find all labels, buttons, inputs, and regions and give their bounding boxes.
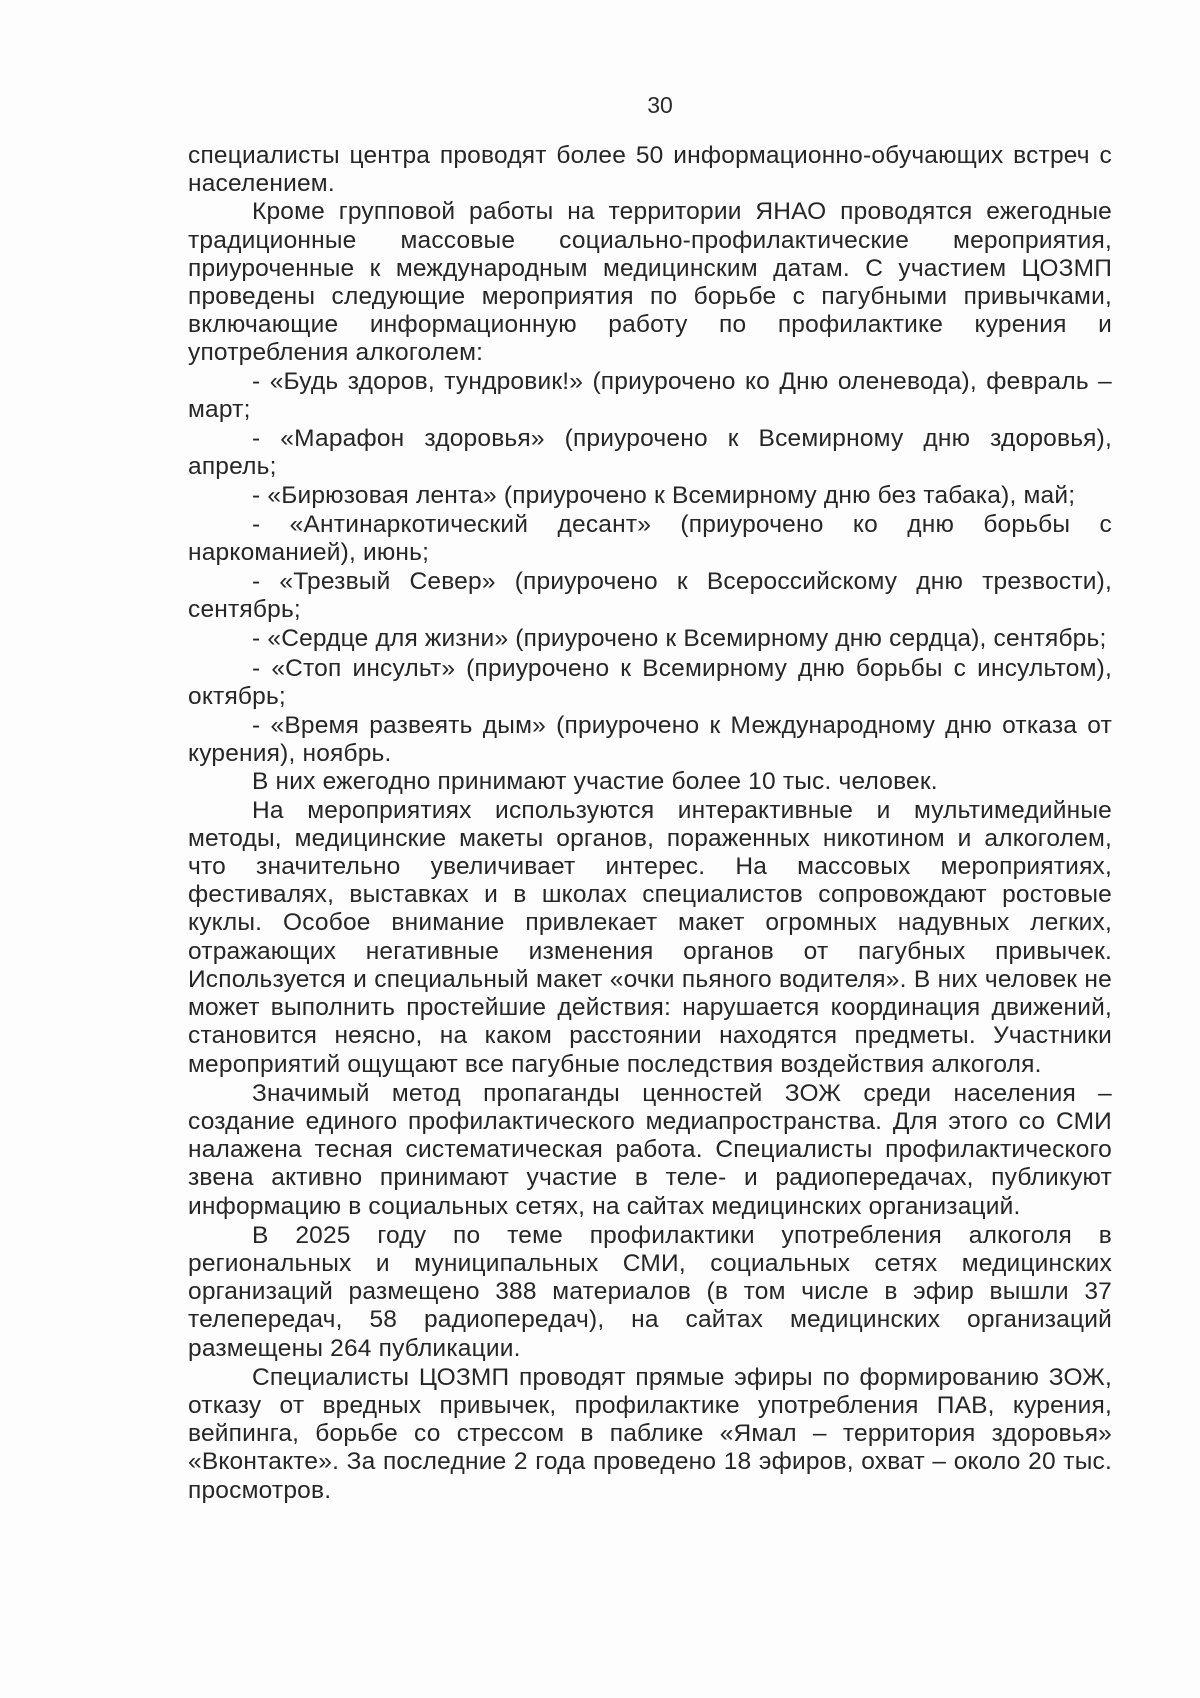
list-item-event: - «Стоп инсульт» (приурочено к Всемирному дню борьбы с инсультом), октябрь; xyxy=(188,654,1112,710)
paragraph-mass-events: Кроме групповой работы на территории ЯНАО проводятся ежегодные традиционные массовые социально-профилактические мероприятия, приуроченные к международным медицинским датам. С участием ЦОЗМП проведены следующие мероприятия по борьбе с пагубными привычками, включающие информационную работу по профилактике курения и употребления алкоголем: xyxy=(188,198,1112,367)
paragraph-interactive-methods: На мероприятиях используются интерактивные и мультимедийные методы, медицинские макеты органов, пораженных никотином и алкоголем, что значительно увеличивает интерес. На массовых мероприятиях, фестивалях, выставках и в школах специалистов сопровождают ростовые куклы. Особое внимание привлекает макет огромных надувных легких, отражающих негативные изменения органов от пагубных привычек. Используется и специальный макет «очки пьяного водителя». В них человек не может выполнить простейшие действия: нарушается координация движений, становится неясно, на каком расстоянии находятся предметы. Участники мероприятий ощущают все пагубные последствия воздействия алкоголя. xyxy=(188,796,1112,1078)
paragraph-live-broadcasts: Специалисты ЦОЗМП проводят прямые эфиры по формированию ЗОЖ, отказу от вредных привычек, профилактике употребления ПАВ, курения, вейпинга, борьбе со стрессом в паблике «Ямал – территория здоровья» «Вконтакте». За последние 2 года проведено 18 эфиров, охват – около 20 тыс. просмотров. xyxy=(188,1363,1112,1504)
list-item-event: - «Трезвый Север» (приурочено к Всероссийскому дню трезвости), сентябрь; xyxy=(188,568,1112,624)
page-number: 30 xyxy=(647,92,673,118)
list-item-event: - «Марафон здоровья» (приурочено к Всемирному дню здоровья), апрель; xyxy=(188,425,1112,481)
paragraph-continuation: специалисты центра проводят более 50 информационно-обучающих встреч с населением. xyxy=(188,142,1112,198)
paragraph-2025-materials: В 2025 году по теме профилактики употребления алкоголя в региональных и муниципальных СМИ, социальных сетях медицинских организаций размещено 388 материалов (в том числе в эфир вышли 37 телепередач, 58 радиопередач), на сайтах медицинских организаций размещены 264 публикации. xyxy=(188,1221,1112,1362)
paragraph-media-space: Значимый метод пропаганды ценностей ЗОЖ среди населения – создание единого профилактического медиапространства. Для этого со СМИ налажена тесная систематическая работа. Специалисты профилактического звена активно принимают участие в теле- и радиопередачах, публикуют информацию в социальных сетях, на сайтах медицинских организаций. xyxy=(188,1079,1112,1220)
list-item-event: - «Бирюзовая лента» (приурочено к Всемирному дню без табака), май; xyxy=(252,482,1076,510)
list-item-event: - «Антинаркотический десант» (приурочено ко дню борьбы с наркоманией), июнь; xyxy=(188,510,1112,566)
list-item-event: - «Время развеять дым» (приурочено к Международному дню отказа от курения), ноябрь. xyxy=(188,712,1112,768)
list-item-event: - «Сердце для жизни» (приурочено к Всемирному дню сердца), сентябрь; xyxy=(252,625,1107,653)
paragraph-participants: В них ежегодно принимают участие более 10 тыс. человек. xyxy=(252,768,938,796)
list-item-event: - «Будь здоров, тундровик!» (приурочено ко Дню оленевода), февраль – март; xyxy=(188,367,1112,423)
document-body xyxy=(188,142,1112,1505)
